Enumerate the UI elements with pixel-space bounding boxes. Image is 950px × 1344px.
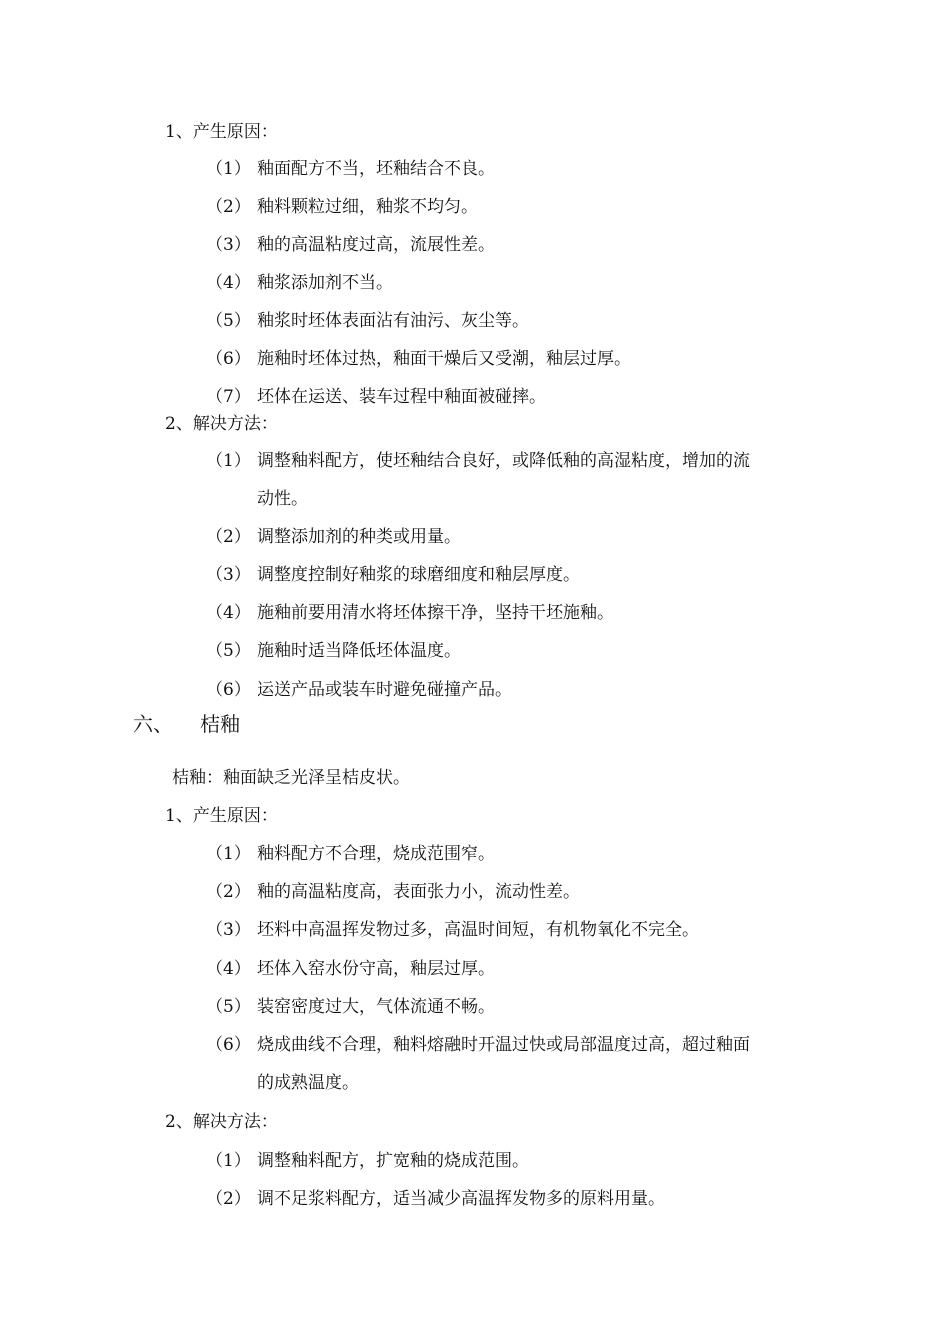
- item-text: 釉的高温粘度过高，流展性差。: [257, 235, 495, 255]
- list-item: [206, 636, 461, 661]
- definition-text: 桔釉：釉面缺乏光泽呈桔皮状。: [172, 768, 410, 788]
- list-item: [206, 915, 699, 940]
- list-item: [206, 954, 495, 979]
- item-text: 烧成曲线不合理，釉料熔融时开温过快或局部温度过高，超过釉面: [257, 1035, 750, 1055]
- item-number: （2）: [206, 527, 251, 547]
- item-text: 坯体在运送、装车过程中釉面被碰摔。: [257, 387, 546, 407]
- item-text: 釉料配方不合理，烧成范围窄。: [257, 844, 495, 864]
- item-number: （4）: [206, 959, 251, 979]
- item-number: （3）: [206, 565, 251, 585]
- item-number: （2）: [206, 1189, 251, 1209]
- list-item: [206, 1030, 750, 1055]
- list-item: [206, 306, 529, 331]
- item-number: （6）: [206, 349, 251, 369]
- item-number: （3）: [206, 920, 251, 940]
- list-item: [206, 522, 461, 547]
- causes-heading: 1、产生原因：: [165, 122, 278, 142]
- item-number: （2）: [206, 882, 251, 902]
- list-item: [206, 446, 750, 471]
- item-text: 调不足浆料配方，适当减少高温挥发物多的原料用量。: [257, 1189, 665, 1209]
- item-number: （4）: [206, 603, 251, 623]
- item-number: （5）: [206, 311, 251, 331]
- item-text: 坯料中高温挥发物过多，高温时间短，有机物氧化不完全。: [257, 920, 699, 940]
- item-number: （7）: [206, 387, 251, 407]
- list-item: [206, 154, 495, 179]
- list-item: [206, 877, 580, 902]
- list-item: [206, 230, 495, 255]
- item-text: 坯体入窑水份守高，釉层过厚。: [257, 959, 495, 979]
- item-text: 施釉时适当降低坯体温度。: [257, 641, 461, 661]
- solutions-heading: 2、解决方法：: [165, 414, 278, 434]
- item-text: 运送产品或装车时避免碰撞产品。: [257, 680, 512, 700]
- item-text: 釉的高温粘度高，表面张力小，流动性差。: [257, 882, 580, 902]
- list-item: [206, 1184, 665, 1209]
- item-text: 釉浆添加剂不当。: [257, 273, 393, 293]
- item-text: 调整釉料配方，使坯釉结合良好，或降低釉的高湿粘度，增加的流: [257, 451, 750, 471]
- list-item: [206, 560, 580, 585]
- item-text: 釉面配方不当，坯釉结合不良。: [257, 159, 495, 179]
- item-number: （1）: [206, 844, 251, 864]
- item-number: （5）: [206, 641, 251, 661]
- item-text: 调整釉料配方，扩宽釉的烧成范围。: [257, 1151, 529, 1171]
- item-number: （6）: [206, 680, 251, 700]
- item-number: （4）: [206, 273, 251, 293]
- list-item: [206, 1146, 529, 1171]
- section-title: 桔釉: [200, 712, 240, 736]
- list-item: [206, 839, 495, 864]
- section-number: 六、: [133, 712, 173, 736]
- item-number: （1）: [206, 1151, 251, 1171]
- item-number: （1）: [206, 159, 251, 179]
- item-text: 施釉时坯体过热，釉面干燥后又受潮，釉层过厚。: [257, 349, 631, 369]
- list-item: [206, 598, 614, 623]
- item-text: 釉料颗粒过细，釉浆不均匀。: [257, 197, 478, 217]
- item-text: 调整度控制好釉浆的球磨细度和釉层厚度。: [257, 565, 580, 585]
- list-item: [206, 344, 631, 369]
- list-item: [206, 382, 546, 407]
- list-item: [206, 192, 478, 217]
- causes-heading: 1、产生原因：: [165, 806, 278, 826]
- section-heading: [133, 708, 240, 737]
- item-continuation: 的成熟温度。: [257, 1073, 359, 1093]
- item-text: 装窑密度过大，气体流通不畅。: [257, 997, 495, 1017]
- item-number: （2）: [206, 197, 251, 217]
- list-item: [206, 992, 495, 1017]
- item-text: 釉浆时坯体表面沾有油污、灰尘等。: [257, 311, 529, 331]
- item-text: 调整添加剂的种类或用量。: [257, 527, 461, 547]
- list-item: [206, 675, 512, 700]
- item-number: （3）: [206, 235, 251, 255]
- item-number: （1）: [206, 451, 251, 471]
- item-number: （5）: [206, 997, 251, 1017]
- item-text: 施釉前要用清水将坯体擦干净，坚持干坯施釉。: [257, 603, 614, 623]
- item-continuation: 动性。: [257, 489, 308, 509]
- item-number: （6）: [206, 1035, 251, 1055]
- solutions-heading: 2、解决方法：: [165, 1112, 278, 1132]
- list-item: [206, 268, 393, 293]
